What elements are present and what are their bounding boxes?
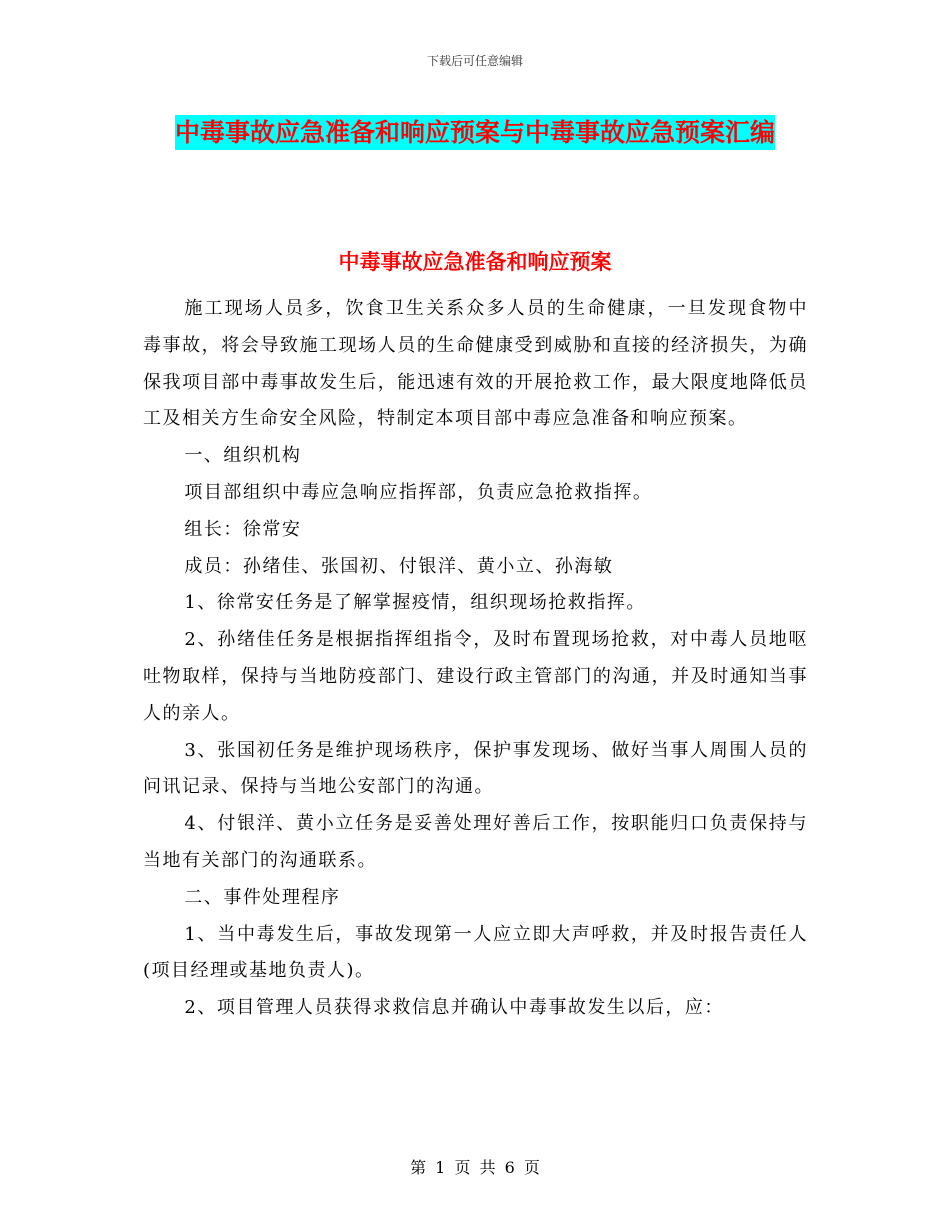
paragraph-heading-procedure: 二、事件处理程序 <box>184 886 341 908</box>
paragraph: 1、当中毒发生后，事故发现第一人应立即大声呼救，并及时报告责任人(项目经理或基地负责人)。 <box>143 923 808 982</box>
paragraph: 2、孙绪佳任务是根据指挥组指令，及时布置现场抢救，对中毒人员地呕吐物取样，保持与当地防疫部门、建设行政主管部门的沟通，并及时通知当事人的亲人。 <box>143 629 808 724</box>
paragraph-heading-organization: 一、组织机构 <box>184 445 302 467</box>
document-title <box>140 108 810 158</box>
paragraph: 3、张国初任务是维护现场秩序，保护事发现场、做好当事人周围人员的问讯记录、保持与当地公安部门的沟通。 <box>143 739 808 798</box>
page-number-footer: 第 1 页 共 6 页 <box>410 1158 540 1177</box>
paragraph-team-members: 成员：孙绪佳、张国初、付银洋、黄小立、孙海敏 <box>184 555 614 577</box>
page-header-note: 下载后可任意编辑 <box>426 54 523 68</box>
paragraph: 1、徐常安任务是了解掌握疫情，组织现场抢救指挥。 <box>184 592 646 614</box>
document-title-highlight: 中毒事故应急准备和响应预案与中毒事故应急预案汇编 <box>175 115 775 150</box>
paragraph: 项目部组织中毒应急响应指挥部，负责应急抢救指挥。 <box>184 481 653 503</box>
paragraph-team-leader: 组长：徐常安 <box>184 518 302 540</box>
paragraph-intro: 施工现场人员多，饮食卫生关系众多人员的生命健康，一旦发现食物中毒事故，将会导致施工现场人员的生命健康受到威胁和直接的经济损失，为确保我项目部中毒事故发生后，能迅速有效的开展抢救工作，最大限度地降低员工及相关方生命安全风险，特制定本项目部中毒应急准备和响应预案。 <box>143 298 808 430</box>
section-title: 中毒事故应急准备和响应预案 <box>338 250 612 274</box>
paragraph: 4、付银洋、黄小立任务是妥善处理好善后工作，按职能归口负责保持与当地有关部门的沟通联系。 <box>143 813 808 871</box>
paragraph: 2、项目管理人员获得求救信息并确认中毒事故发生以后，应： <box>184 997 724 1019</box>
document-body <box>143 291 808 1027</box>
